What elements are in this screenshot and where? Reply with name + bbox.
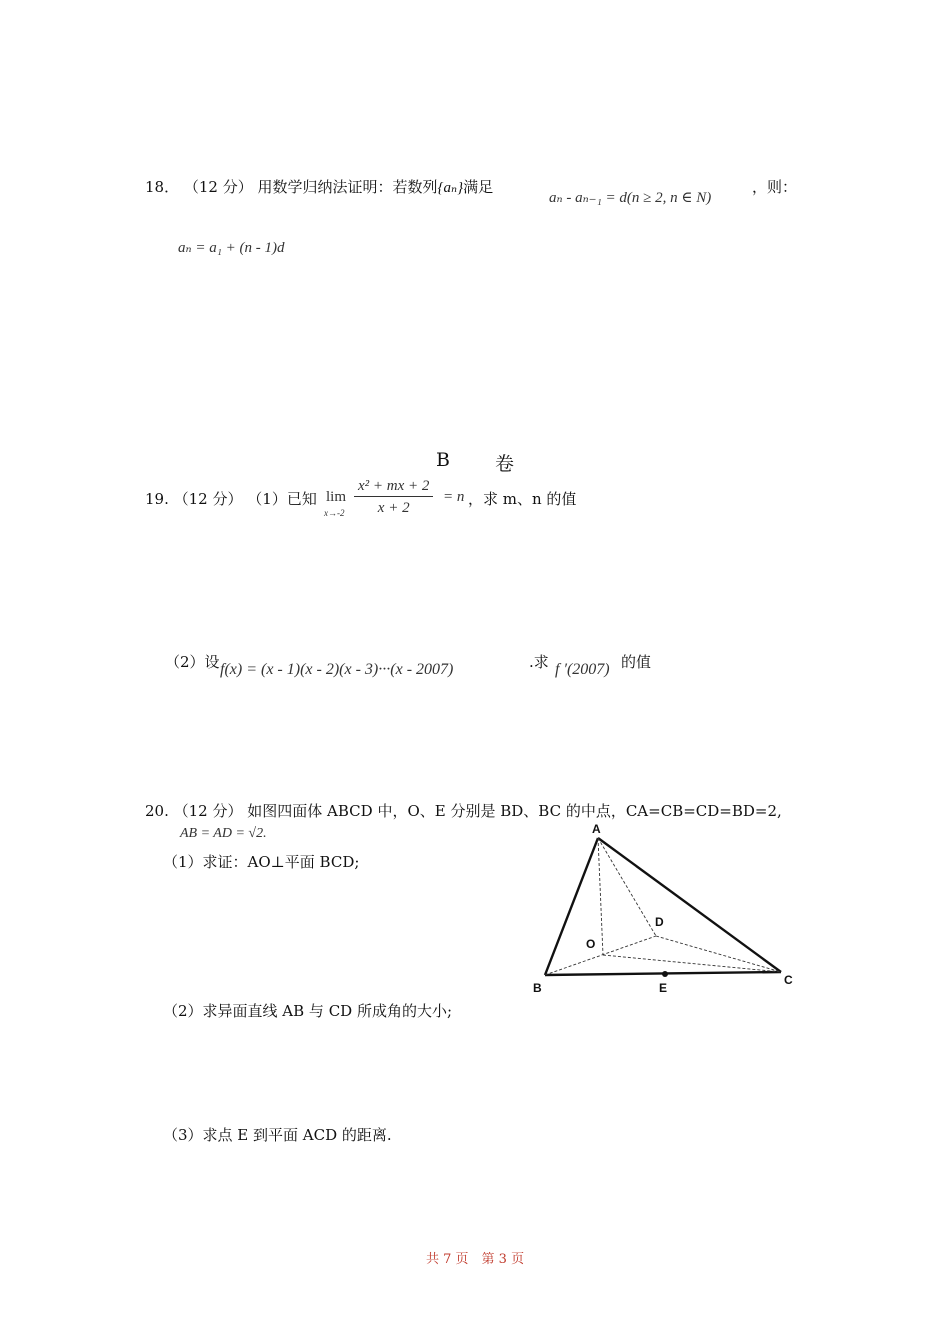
q18-stem [145, 176, 493, 197]
point-e [662, 971, 668, 977]
section-b-word: 卷 [495, 453, 515, 475]
q18-satisfy: 满足 [463, 178, 494, 196]
q19-ask2-suffix: 的值 [621, 653, 652, 671]
q18-seq: {aₙ} [437, 180, 464, 196]
label-d: D [655, 915, 664, 929]
q19-equals: = n [443, 489, 465, 505]
q20-part2: （2）求异面直线 AB 与 CD 所成角的大小; [163, 1002, 453, 1020]
q19-function: f(x) = (x - 1)(x - 2)(x - 3)···(x - 2007) [220, 661, 454, 678]
edge-ad [598, 838, 656, 936]
q19-lim-sub: x→-2 [324, 508, 345, 518]
edge-cd [656, 936, 781, 972]
q20-text: 如图四面体 ABCD 中，O、E 分别是 BD、BC 的中点，CA=CB=CD=BD=2, [247, 802, 782, 820]
q19-number: 19. [145, 490, 169, 508]
q19-ask1: ，求 m、n 的值 [468, 490, 577, 508]
q18-text: 用数学归纳法证明：若数列 [257, 178, 438, 196]
q19-score: （12 分） [173, 490, 243, 508]
edge-ac [598, 838, 781, 972]
q20-part3: （3）求点 E 到平面 ACD 的距离. [163, 1126, 392, 1144]
q20-given: AB = AD = √2. [180, 826, 267, 841]
label-c: C [784, 973, 793, 987]
page-footer: 共 7 页 第 3 页 [426, 1252, 525, 1267]
q19-derivative: f ′(2007) [555, 661, 610, 678]
q19-numerator: x² + mx + 2 [354, 476, 433, 497]
q19-part2-label: （2）设 [165, 653, 220, 671]
label-a: A [592, 822, 601, 836]
section-b-letter: B [436, 449, 450, 471]
q18-score: （12 分） [183, 178, 253, 196]
q18-condition: aₙ - aₙ₋₁ = d(n ≥ 2, n ∈ N) [549, 190, 712, 206]
label-b: B [533, 981, 542, 995]
q20-number: 20. [145, 802, 169, 820]
tetrahedron-figure [525, 818, 805, 998]
q19-lim: lim [326, 489, 347, 505]
q19-part1-label: （1）已知 [247, 490, 317, 508]
label-e: E [659, 981, 668, 995]
q19-denominator: x + 2 [377, 500, 410, 516]
edge-ao [598, 838, 603, 955]
edge-bd [545, 936, 656, 975]
q18-claim: aₙ = a₁ + (n - 1)d [178, 240, 285, 256]
label-o: O [586, 937, 596, 951]
q18-number: 18． [145, 178, 180, 196]
q19-stem [145, 488, 317, 509]
q20-part1: （1）求证：AO⊥平面 BCD; [163, 853, 360, 871]
q20-score: （12 分） [173, 802, 243, 820]
q18-then: ，则： [752, 178, 798, 196]
edge-oc [603, 955, 781, 972]
edge-ab [545, 838, 598, 975]
q19-fraction [354, 476, 433, 519]
q19-ask2-prefix: .求 [529, 653, 549, 671]
